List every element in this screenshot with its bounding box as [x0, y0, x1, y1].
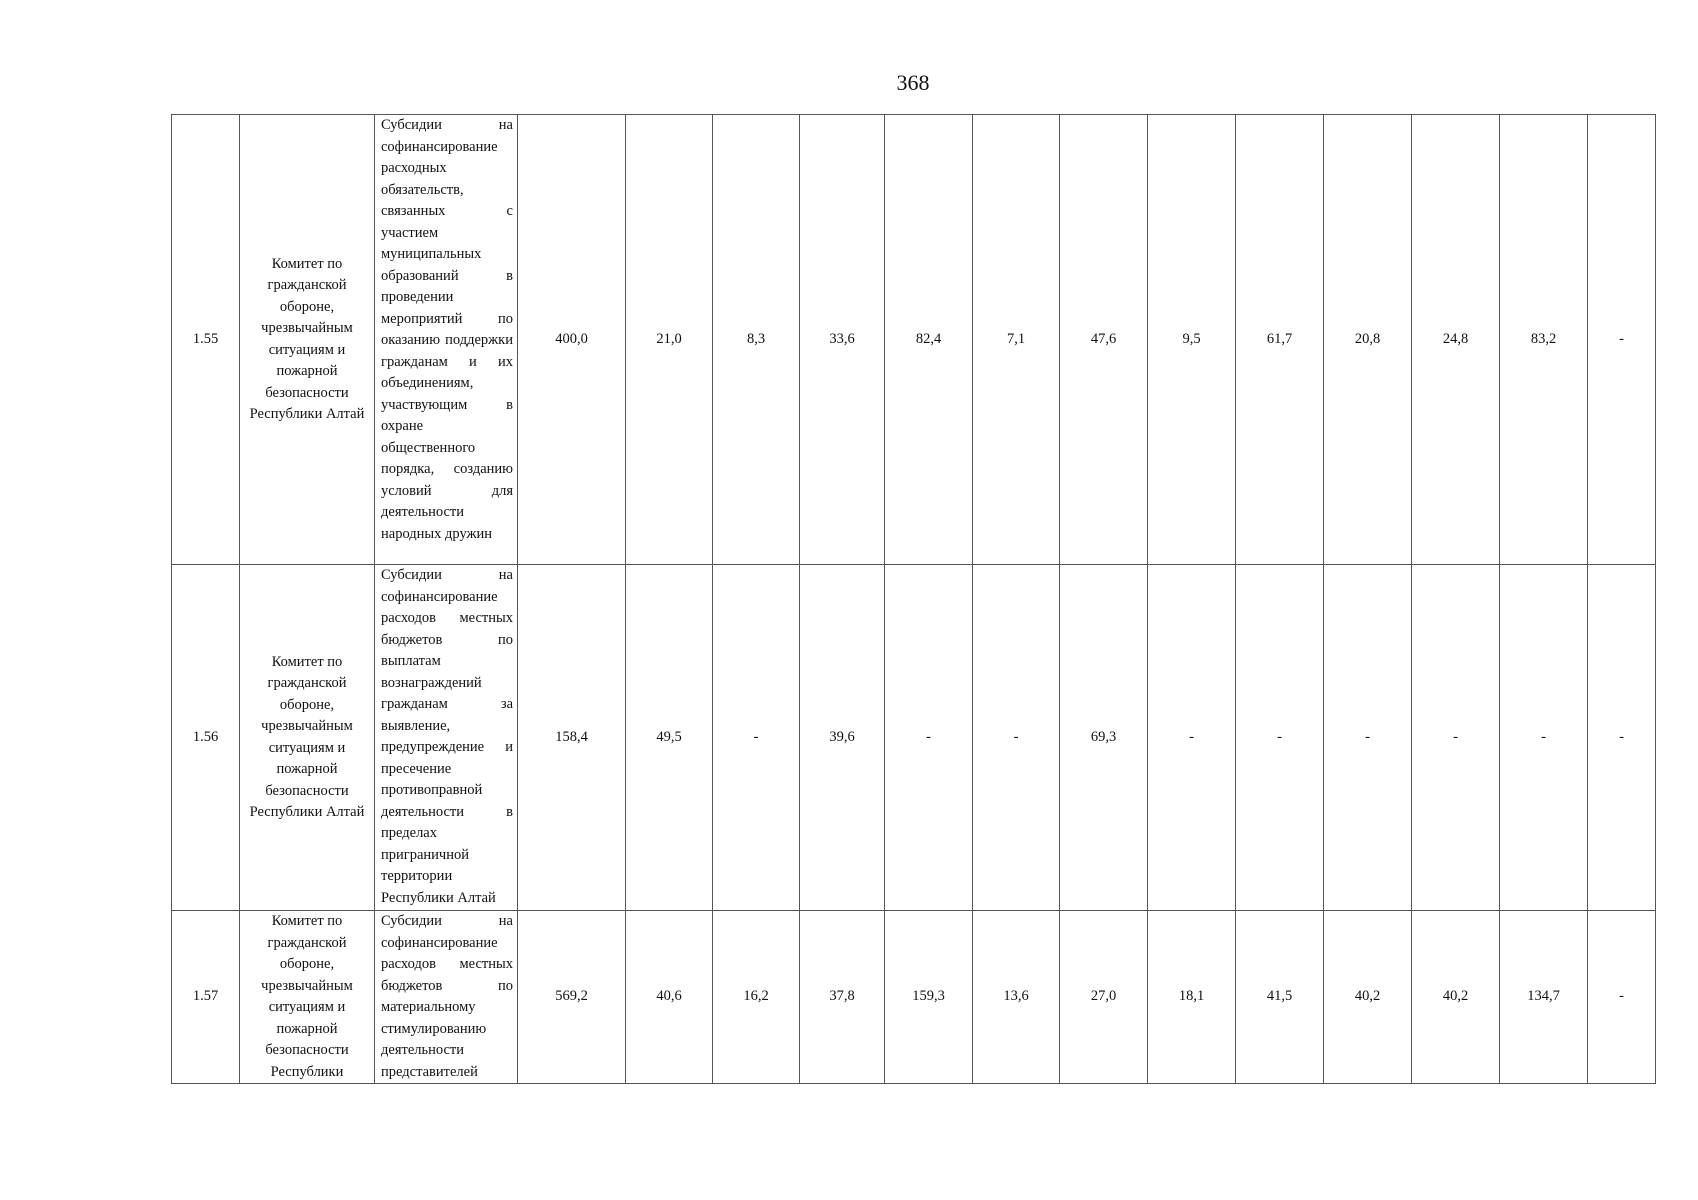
value-cell: 39,6 [800, 565, 885, 911]
measure-description: Субсидии на софинансирование расходов местных бюджетов по выплатам вознаграждений гражданам за выявление, предупреждение и пресечение противоправной деятельности в пределах приграничной территории Республики Алтай [375, 565, 518, 911]
value-cell: - [885, 565, 973, 911]
value-cell: 7,1 [973, 115, 1060, 565]
value-cell: 33,6 [800, 115, 885, 565]
responsible-organization: Комитет по гражданской обороне, чрезвычайным ситуациям и пожарной безопасности Республики Алтай [240, 565, 375, 911]
value-cell: - [1588, 565, 1656, 911]
measure-description: Субсидии на софинансирование расходных обязательств, связанных с участием муниципальных образований в проведении мероприятий по оказанию поддержки гражданам и их объединениям, участвующим в охране общественного порядка, созданию условий для деятельности народных дружин [375, 115, 518, 565]
value-cell: - [1500, 565, 1588, 911]
table-row [172, 115, 1656, 565]
value-cell: 40,2 [1412, 911, 1500, 1084]
value-cell: 20,8 [1324, 115, 1412, 565]
responsible-organization: Комитет по гражданской обороне, чрезвычайным ситуациям и пожарной безопасности Республики Алтай [240, 115, 375, 565]
value-cell: 18,1 [1148, 911, 1236, 1084]
row-number: 1.55 [172, 115, 240, 565]
value-cell: 159,3 [885, 911, 973, 1084]
value-cell: - [1588, 911, 1656, 1084]
value-cell: - [1412, 565, 1500, 911]
value-cell: 40,2 [1324, 911, 1412, 1084]
value-cell: 8,3 [713, 115, 800, 565]
value-cell: - [1236, 565, 1324, 911]
value-cell: 569,2 [518, 911, 626, 1084]
value-cell: 13,6 [973, 911, 1060, 1084]
value-cell: 83,2 [1500, 115, 1588, 565]
value-cell: - [713, 565, 800, 911]
value-cell: 69,3 [1060, 565, 1148, 911]
value-cell: - [1324, 565, 1412, 911]
value-cell: 47,6 [1060, 115, 1148, 565]
row-number: 1.57 [172, 911, 240, 1084]
value-cell: 9,5 [1148, 115, 1236, 565]
table-row [172, 565, 1656, 911]
value-cell: 24,8 [1412, 115, 1500, 565]
page-number: 368 [896, 70, 930, 95]
budget-table [171, 114, 1656, 1084]
value-cell: 21,0 [626, 115, 713, 565]
row-number: 1.56 [172, 565, 240, 911]
value-cell: - [973, 565, 1060, 911]
value-cell: 134,7 [1500, 911, 1588, 1084]
value-cell: 27,0 [1060, 911, 1148, 1084]
responsible-organization: Комитет по гражданской обороне, чрезвычайным ситуациям и пожарной безопасности Республики [240, 911, 375, 1084]
table-row [172, 911, 1656, 1084]
value-cell: 41,5 [1236, 911, 1324, 1084]
value-cell: 37,8 [800, 911, 885, 1084]
value-cell: 61,7 [1236, 115, 1324, 565]
value-cell: 49,5 [626, 565, 713, 911]
measure-description: Субсидии на софинансирование расходов местных бюджетов по материальному стимулированию деятельности представителей [375, 911, 518, 1084]
value-cell: - [1588, 115, 1656, 565]
value-cell: 40,6 [626, 911, 713, 1084]
value-cell: - [1148, 565, 1236, 911]
value-cell: 82,4 [885, 115, 973, 565]
value-cell: 16,2 [713, 911, 800, 1084]
value-cell: 400,0 [518, 115, 626, 565]
value-cell: 158,4 [518, 565, 626, 911]
